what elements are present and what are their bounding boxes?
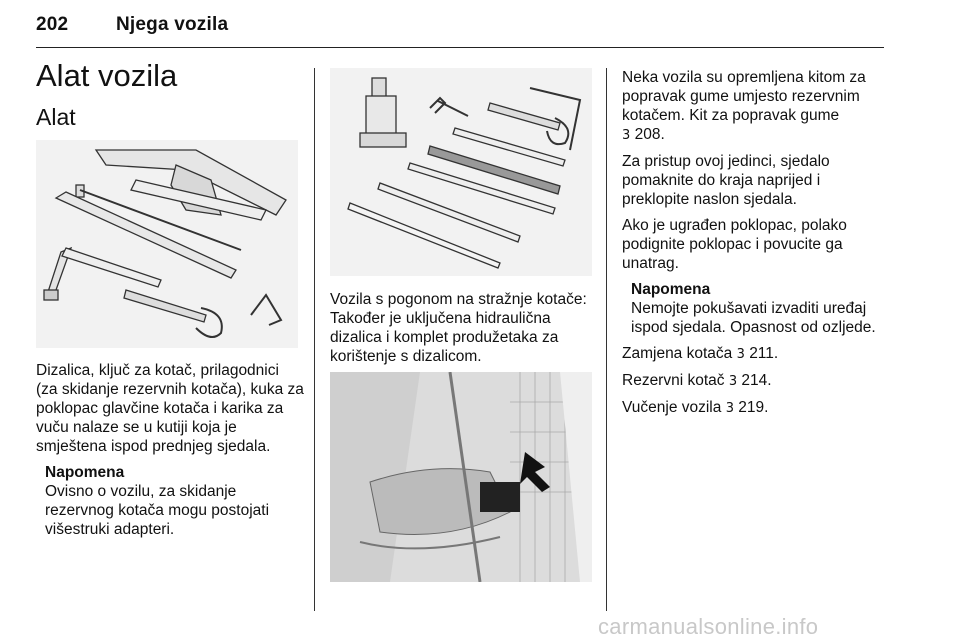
seat-location-figure: [330, 372, 592, 582]
header-rule: [36, 47, 884, 48]
col1-caption: Dizalica, ključ za kotač, prilagodnici (za skidanje rezervnih kotača), kuka za poklopac glavčine kotača i karika za vuču nalaze se u kutiji koja je smještena ispod prednjeg sjedala.: [36, 362, 304, 455]
ref-label: Zamjena kotača: [622, 345, 733, 362]
ref-page-link[interactable]: 219.: [738, 399, 769, 416]
col2-text: [330, 290, 598, 373]
hydraulic-jack-figure: [330, 68, 592, 276]
ref-towing: [622, 398, 890, 418]
column-divider-1: [314, 68, 315, 611]
ref-arrow-icon: 3: [725, 401, 734, 416]
col3-note: [622, 280, 890, 337]
ref-label: Rezervni kotač: [622, 372, 725, 389]
seat-location-illustration: [330, 372, 592, 582]
ref-arrow-icon: 3: [622, 128, 631, 143]
ref-arrow-icon: 3: [736, 347, 745, 362]
ref-page-link[interactable]: 211.: [749, 345, 779, 362]
col1-note-title: Napomena: [45, 464, 125, 481]
ref-wheel-change: [622, 344, 890, 364]
tools-illustration: [36, 140, 298, 348]
column-divider-2: [606, 68, 607, 611]
col2-caption: Vozila s pogonom na stražnje kotače: Također je uključena hidraulična dizalica i komplet produžetaka za korištenje s dizalicom.: [330, 291, 587, 365]
col3-note-text: Nemojte pokušavati izvaditi uređaj ispod sjedala. Opasnost od ozljede.: [631, 300, 876, 336]
page-header: [36, 14, 228, 36]
watermark: carmanualsonline.info: [598, 614, 819, 639]
col3-p1-text: Neka vozila su opremljena kitom za popravak gume umjesto rezervnim kotačem. Kit za popravak gume: [622, 69, 866, 124]
col3-note-title: Napomena: [631, 281, 711, 298]
hydraulic-jack-illustration: [330, 68, 592, 276]
col1-text: [36, 361, 304, 539]
col3-p1-ref[interactable]: 208.: [634, 126, 665, 143]
page-number: 202: [36, 14, 69, 35]
ref-label: Vučenje vozila: [622, 399, 722, 416]
tools-figure: [36, 140, 298, 348]
page-title: Alat vozila: [36, 58, 178, 93]
ref-arrow-icon: 3: [728, 374, 738, 389]
page-subtitle: Alat: [36, 104, 76, 130]
ref-spare-wheel: [622, 371, 890, 391]
col3-text: [622, 68, 890, 425]
ref-page-link[interactable]: 214.: [741, 372, 772, 389]
col3-p3: Ako je ugrađen poklopac, polako podignite poklopac i povucite ga unatrag.: [622, 217, 847, 272]
col1-note-text: Ovisno o vozilu, za skidanje rezervnog kotača mogu postojati višestruki adapteri.: [45, 483, 270, 538]
col1-note: [36, 463, 304, 539]
col3-p2: Za pristup ovoj jedinci, sjedalo pomaknite do kraja naprijed i preklopite naslon sjedala.: [622, 153, 830, 208]
col3-p1: [622, 68, 890, 145]
section-title: Njega vozila: [116, 14, 229, 35]
